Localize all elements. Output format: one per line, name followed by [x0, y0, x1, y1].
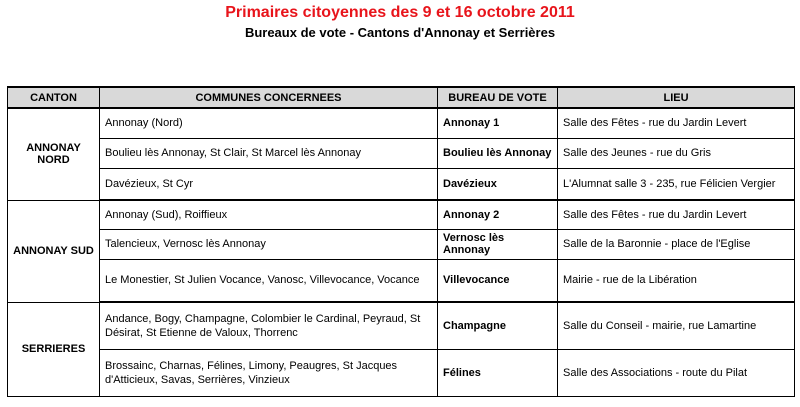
lieu-cell: Salle des Fêtes - rue du Jardin Levert	[558, 200, 795, 229]
communes-cell: Annonay (Nord)	[100, 108, 438, 138]
canton-cell: ANNONAY NORD	[8, 108, 100, 200]
bureau-cell: Vernosc lès Annonay	[438, 229, 558, 259]
table-row	[8, 229, 795, 259]
table-header-row	[8, 87, 795, 108]
communes-cell: Boulieu lès Annonay, St Clair, St Marcel lès Annonay	[100, 138, 438, 168]
table-row	[8, 168, 795, 200]
bureau-cell: Davézieux	[438, 168, 558, 200]
lieu-cell: Salle du Conseil - mairie, rue Lamartine	[558, 302, 795, 349]
header-bureau: BUREAU DE VOTE	[438, 87, 558, 108]
lieu-cell: Salle des Jeunes - rue du Gris	[558, 138, 795, 168]
communes-cell: Talencieux, Vernosc lès Annonay	[100, 229, 438, 259]
bureau-cell: Champagne	[438, 302, 558, 349]
polling-stations-table	[7, 86, 795, 397]
table-row	[8, 349, 795, 396]
communes-cell: Annonay (Sud), Roiffieux	[100, 200, 438, 229]
lieu-cell: Salle des Associations - route du Pilat	[558, 349, 795, 396]
table-row	[8, 108, 795, 138]
lieu-cell: L'Alumnat salle 3 - 235, rue Félicien Vergier	[558, 168, 795, 200]
bureau-cell: Annonay 2	[438, 200, 558, 229]
canton-cell: SERRIERES	[8, 302, 100, 396]
lieu-cell: Salle des Fêtes - rue du Jardin Levert	[558, 108, 795, 138]
communes-cell: Le Monestier, St Julien Vocance, Vanosc, Villevocance, Vocance	[100, 259, 438, 302]
header-communes: COMMUNES CONCERNEES	[100, 87, 438, 108]
document-subtitle: Bureaux de vote - Cantons d'Annonay et Serrières	[244, 25, 556, 40]
communes-cell: Davézieux, St Cyr	[100, 168, 438, 200]
bureau-cell: Félines	[438, 349, 558, 396]
lieu-cell: Mairie - rue de la Libération	[558, 259, 795, 302]
table-row	[8, 259, 795, 302]
header-lieu: LIEU	[558, 87, 795, 108]
bureau-cell: Villevocance	[438, 259, 558, 302]
communes-cell: Brossainc, Charnas, Félines, Limony, Peaugres, St Jacques d'Atticieux, Savas, Serrières, Vinzieux	[100, 349, 438, 396]
table-row	[8, 302, 795, 349]
header-canton: CANTON	[8, 87, 100, 108]
lieu-cell: Salle de la Baronnie - place de l'Eglise	[558, 229, 795, 259]
bureau-cell: Annonay 1	[438, 108, 558, 138]
table-row	[8, 200, 795, 229]
bureau-cell: Boulieu lès Annonay	[438, 138, 558, 168]
communes-cell: Andance, Bogy, Champagne, Colombier le Cardinal, Peyraud, St Désirat, St Etienne de Valoux, Thorrenc	[100, 302, 438, 349]
table-row	[8, 138, 795, 168]
canton-cell: ANNONAY SUD	[8, 200, 100, 302]
document-title: Primaires citoyennes des 9 et 16 octobre 2011	[225, 4, 575, 21]
